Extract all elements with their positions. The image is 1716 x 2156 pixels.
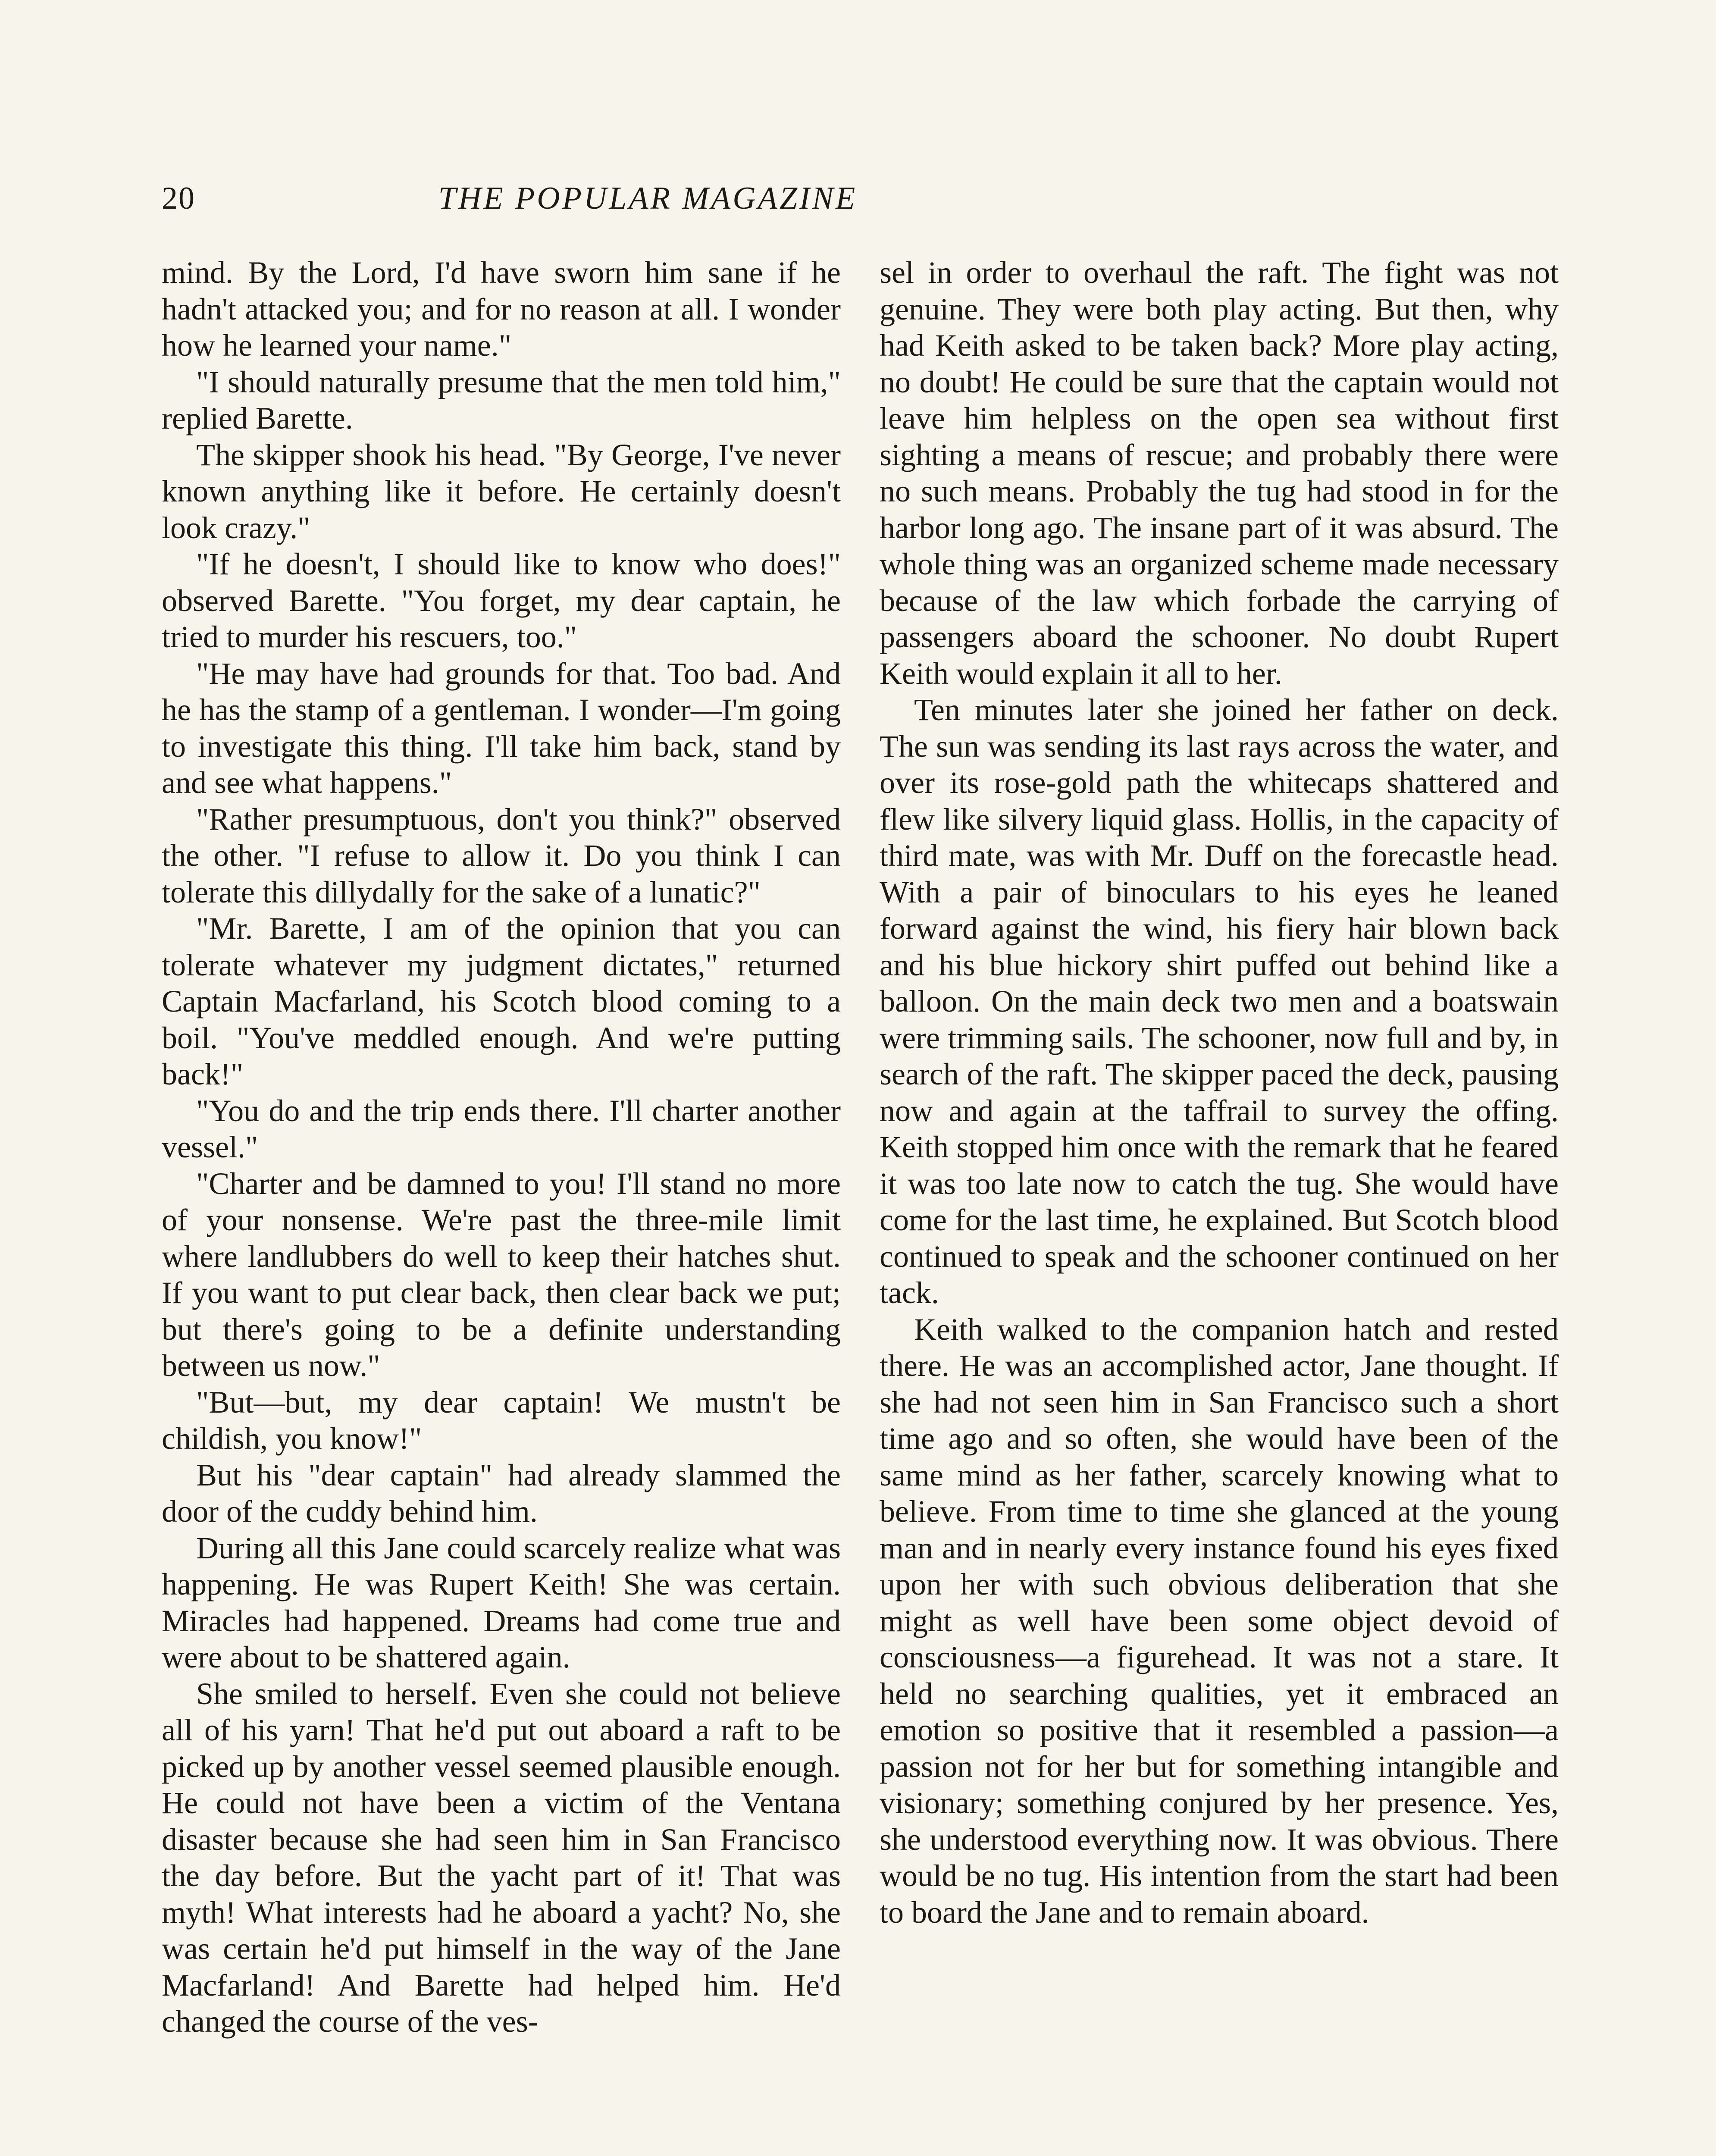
paragraph: "Rather presumptuous, don't you think?" observed the other. "I refuse to allow it. Do you think I can tolerate this dillydally for the sake of a lunatic?" — [162, 802, 841, 909]
paragraph: But his "dear captain" had already slammed the door of the cuddy behind him. — [162, 1457, 841, 1529]
page-number: 20 — [162, 181, 195, 216]
paragraph: "But—but, my dear captain! We mustn't be childish, you know!" — [162, 1385, 841, 1456]
paragraph: "Charter and be damned to you! I'll stand no more of your nonsense. We're past the three-mile limit where landlubbers do well to keep their hatches shut. If you want to put clear back, then clear back we put; but there's going to be a definite understanding between us now." — [162, 1166, 841, 1383]
running-title: THE POPULAR MAGAZINE — [438, 181, 858, 216]
paragraph: mind. By the Lord, I'd have sworn him sane if he hadn't attacked you; and for no reason at all. I wonder how he learned your name." — [162, 255, 841, 363]
paragraph: "I should naturally presume that the men told him," replied Barette. — [162, 364, 841, 436]
paragraph: During all this Jane could scarcely realize what was happening. He was Rupert Keith! She was certain. Miracles had happened. Dreams had come true and were about to be shattered again. — [162, 1530, 841, 1674]
paragraph: She smiled to herself. Even she could not believe all of his yarn! That he'd put out aboard a raft to be picked up by another vessel seemed plausible enough. He could not have been a victim of the Ventana disaster because she had seen him in San Francisco the day before. But the yacht part of it! That was myth! What interests had he aboard a yacht? No, she was certain he'd put himself in the way of the Jane Macfarland! And Barette had helped him. He'd changed the course of the ves- — [162, 1676, 841, 2039]
page-header — [162, 172, 1134, 224]
paragraph: Ten minutes later she joined her father on deck. The sun was sending its last rays across the water, and over its rose-gold path the whitecaps shattered and flew like silvery liquid glass. Hollis, in the capacity of third mate, was with Mr. Duff on the forecastle head. With a pair of binoculars to his eyes he leaned forward against the wind, his fiery hair blown back and his blue hickory shirt puffed out behind like a balloon. On the main deck two men and a boatswain were trimming sails. The schooner, now full and by, in search of the raft. The skipper paced the deck, pausing now and again at the taffrail to survey the offing. Keith stopped him once with the remark that he feared it was too late now to catch the tug. She would have come for the last time, he explained. But Scotch blood continued to speak and the schooner continued on her tack. — [880, 693, 1559, 1310]
paragraph: The skipper shook his head. "By George, I've never known anything like it before. He certainly doesn't look crazy." — [162, 437, 841, 545]
left-column — [162, 254, 841, 2040]
right-column — [880, 254, 1559, 1930]
paragraph: Keith walked to the companion hatch and rested there. He was an accomplished actor, Jane thought. If she had not seen him in San Francisco such a short time ago and so often, she would have been of the same mind as her father, scarcely knowing what to believe. From time to time she glanced at the young man and in nearly every instance found his eyes fixed upon her with such obvious deliberation that she might as well have been some object devoid of consciousness—a figurehead. It was not a stare. It held no searching qualities, yet it embraced an emotion so positive that it resembled a passion—a passion not for her but for something intangible and visionary; something conjured by her presence. Yes, she understood everything now. It was obvious. There would be no tug. His intention from the start had been to board the Jane and to remain aboard. — [880, 1312, 1559, 1930]
paragraph: "He may have had grounds for that. Too bad. And he has the stamp of a gentleman. I wonder—I'm going to investigate this thing. I'll take him back, stand by and see what happens." — [162, 656, 841, 800]
paragraph: sel in order to overhaul the raft. The fight was not genuine. They were both play acting. But then, why had Keith asked to be taken back? More play acting, no doubt! He could be sure that the captain would not leave him helpless on the open sea without first sighting a means of rescue; and probably there were no such means. Probably the tug had stood in for the harbor long ago. The insane part of it was absurd. The whole thing was an organized scheme made necessary because of the law which forbade the carrying of passengers aboard the schooner. No doubt Rupert Keith would explain it all to her. — [880, 255, 1559, 691]
paragraph: "You do and the trip ends there. I'll charter another vessel." — [162, 1093, 841, 1164]
paragraph: "If he doesn't, I should like to know who does!" observed Barette. "You forget, my dear captain, he tried to murder his rescuers, too." — [162, 547, 841, 654]
paragraph: "Mr. Barette, I am of the opinion that you can tolerate whatever my judgment dictates," returned Captain Macfarland, his Scotch blood coming to a boil. "You've meddled enough. And we're putting back!" — [162, 911, 841, 1091]
